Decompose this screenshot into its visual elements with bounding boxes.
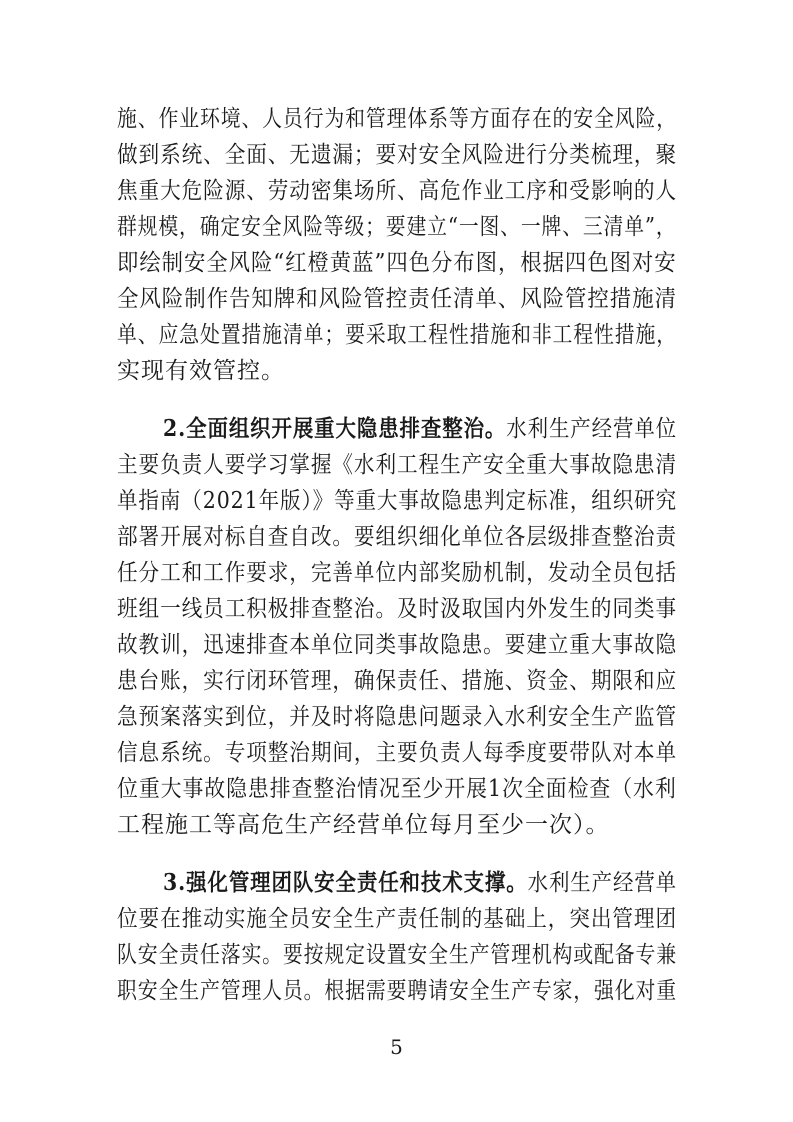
text-line: 急预案落实到位，并及时将隐患问题录入水利安全生产监管	[117, 704, 677, 730]
text-line: 单指南（2021年版）》等重大事故隐患判定标准，组织研究	[117, 488, 678, 514]
text-line: 施、作业环境、人员行为和管理体系等方面存在的安全风险，	[117, 106, 677, 132]
text-line: 班组一线员工积极排查整治。及时汲取国内外发生的同类事	[117, 596, 677, 622]
text-line: 即绘制安全风险“红橙黄蓝”四色分布图，根据四色图对安	[117, 250, 677, 276]
text-line: 全风险制作告知牌和风险管控责任清单、风险管控措施清	[117, 286, 677, 312]
text-line: 做到系统、全面、无遗漏；要对安全风险进行分类梳理，聚	[117, 142, 677, 168]
text-line: 故教训，迅速排查本单位同类事故隐患。要建立重大事故隐	[117, 632, 677, 658]
text-line: 焦重大危险源、劳动密集场所、高危作业工序和受影响的人	[117, 178, 677, 204]
text-line: 患台账，实行闭环管理，确保责任、措施、资金、期限和应	[117, 668, 677, 694]
text-line: 职安全生产管理人员。根据需要聘请安全生产专家，强化对重	[117, 978, 677, 1004]
section-heading-line: 2.全面组织开展重大隐患排查整治。水利生产经营单位	[163, 415, 678, 442]
text-line: 实现有效管控。	[117, 358, 285, 384]
text-line: 主要负责人要学习掌握《水利工程生产安全重大事故隐患清	[117, 452, 677, 478]
text-line: 位重大事故隐患排查整治情况至少开展1次全面检查（水利	[117, 776, 677, 802]
section-heading: 3.强化管理团队安全责任和技术支撑。	[163, 869, 528, 896]
section-heading: 2.全面组织开展重大隐患排查整治。	[163, 415, 507, 442]
text-line: 信息系统。专项整治期间，主要负责人每季度要带队对本单	[117, 740, 677, 766]
text-line: 部署开展对标自查自改。要组织细化单位各层级排查整治责	[117, 524, 677, 550]
text-line: 工程施工等高危生产经营单位每月至少一次）。	[117, 812, 610, 838]
page-number: 5	[390, 1035, 403, 1059]
section-heading-line: 3.强化管理团队安全责任和技术支撑。水利生产经营单	[163, 869, 678, 896]
text-line: 群规模，确定安全风险等级；要建立“一图、一牌、三清单”，	[117, 214, 677, 240]
text-line: 单、应急处置措施清单；要采取工程性措施和非工程性措施，	[117, 322, 677, 348]
text-line: 队安全责任落实。要按规定设置安全生产管理机构或配备专兼	[117, 942, 677, 968]
text-line: 位要在推动实施全员安全生产责任制的基础上，突出管理团	[117, 906, 677, 932]
text-line: 任分工和工作要求，完善单位内部奖励机制，发动全员包括	[117, 560, 677, 586]
